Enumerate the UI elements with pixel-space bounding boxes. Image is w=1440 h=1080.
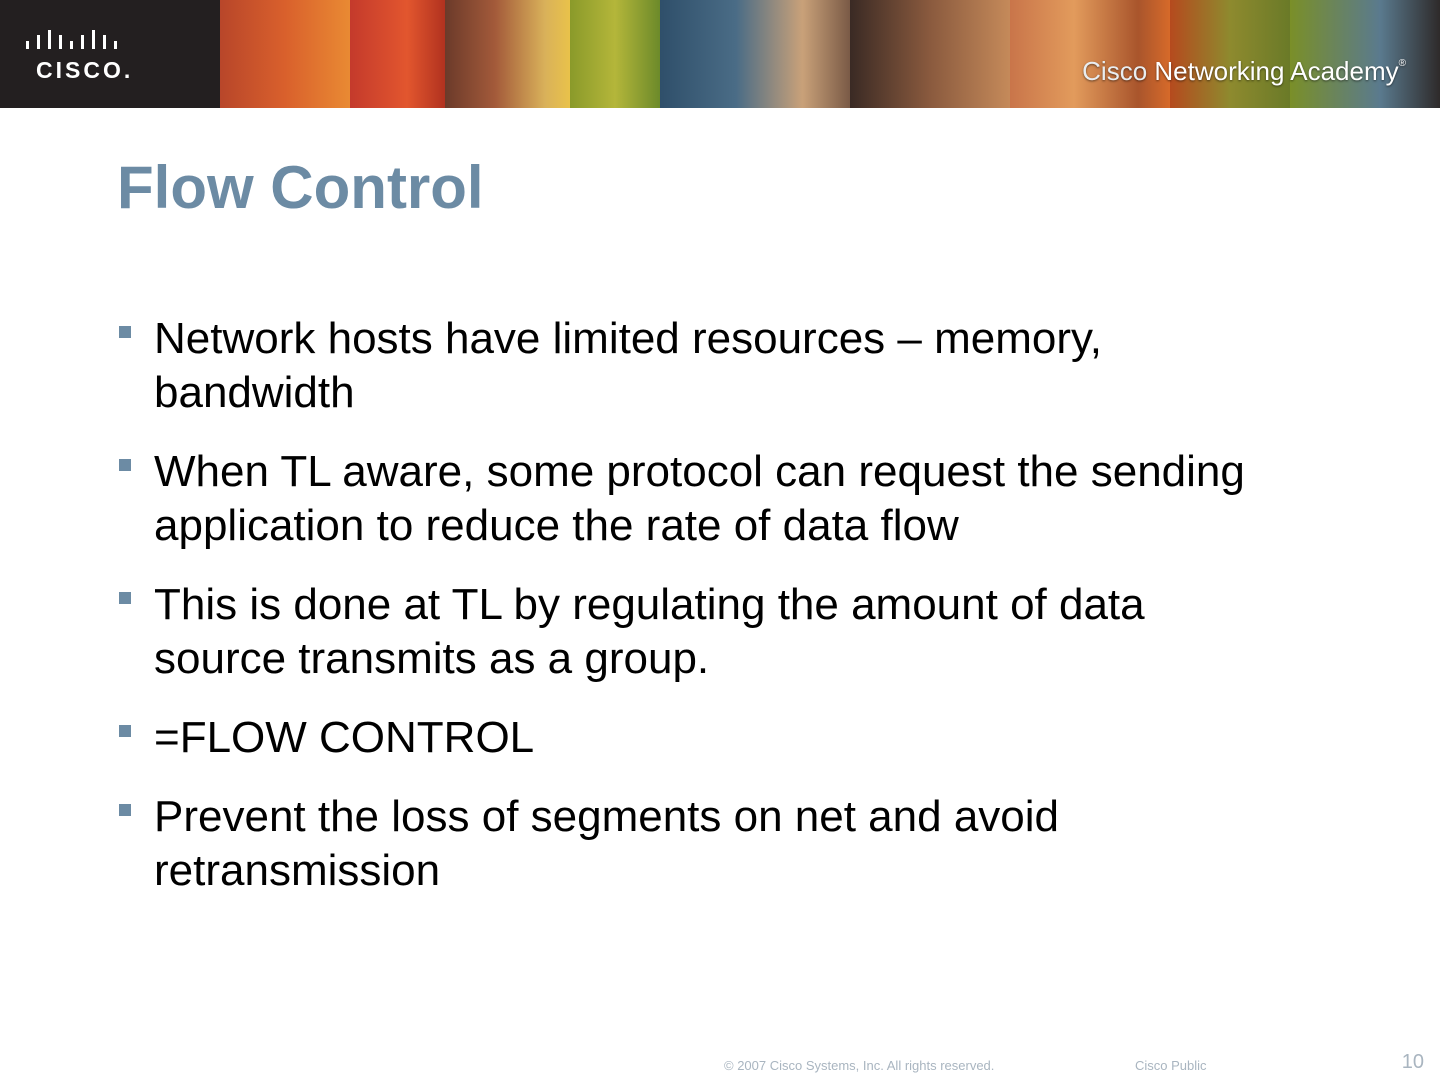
collage-strip <box>1170 0 1290 108</box>
bullet-square-icon <box>119 326 131 338</box>
collage-strip <box>350 0 445 108</box>
collage-strip <box>850 0 1010 108</box>
bullet-list <box>117 312 1277 923</box>
bullet-text: Network hosts have limited resources – memory, bandwidth <box>154 314 1102 417</box>
bullet-item <box>117 790 1277 898</box>
page-number: 10 <box>1401 1051 1424 1073</box>
header-banner <box>0 0 1440 108</box>
bullet-item <box>117 711 1277 765</box>
cisco-logo <box>0 0 220 108</box>
collage-strip <box>570 0 660 108</box>
bullet-item <box>117 445 1277 553</box>
bullet-text: =FLOW CONTROL <box>154 713 535 762</box>
bullet-item <box>117 578 1277 686</box>
footer-classification: Cisco Public <box>1135 1058 1207 1073</box>
bullet-square-icon <box>119 725 131 737</box>
registered-mark: ® <box>1398 58 1406 69</box>
slide-title: Flow Control <box>117 154 484 221</box>
collage-strip <box>1290 0 1440 108</box>
cisco-logo-text: CISCO. <box>36 57 134 83</box>
bullet-text: When TL aware, some protocol can request the sending application to reduce the rate of data flow <box>154 447 1245 550</box>
academy-wordmark-part2: Networking Academy <box>1147 56 1399 86</box>
collage-strip <box>1010 0 1170 108</box>
cisco-logo-icon <box>26 30 130 52</box>
bullet-square-icon <box>119 804 131 816</box>
academy-wordmark <box>1082 56 1406 87</box>
bullet-text: Prevent the loss of segments on net and avoid retransmission <box>154 792 1060 895</box>
collage-strip <box>660 0 850 108</box>
bullet-item <box>117 312 1277 420</box>
banner-photo-collage <box>220 0 1440 108</box>
bullet-square-icon <box>119 592 131 604</box>
academy-wordmark-part1: Cisco <box>1082 56 1148 86</box>
footer-copyright: © 2007 Cisco Systems, Inc. All rights reserved. <box>724 1058 995 1073</box>
collage-strip <box>445 0 570 108</box>
collage-strip <box>220 0 350 108</box>
bullet-text: This is done at TL by regulating the amount of data source transmits as a group. <box>154 580 1145 683</box>
bullet-square-icon <box>119 459 131 471</box>
